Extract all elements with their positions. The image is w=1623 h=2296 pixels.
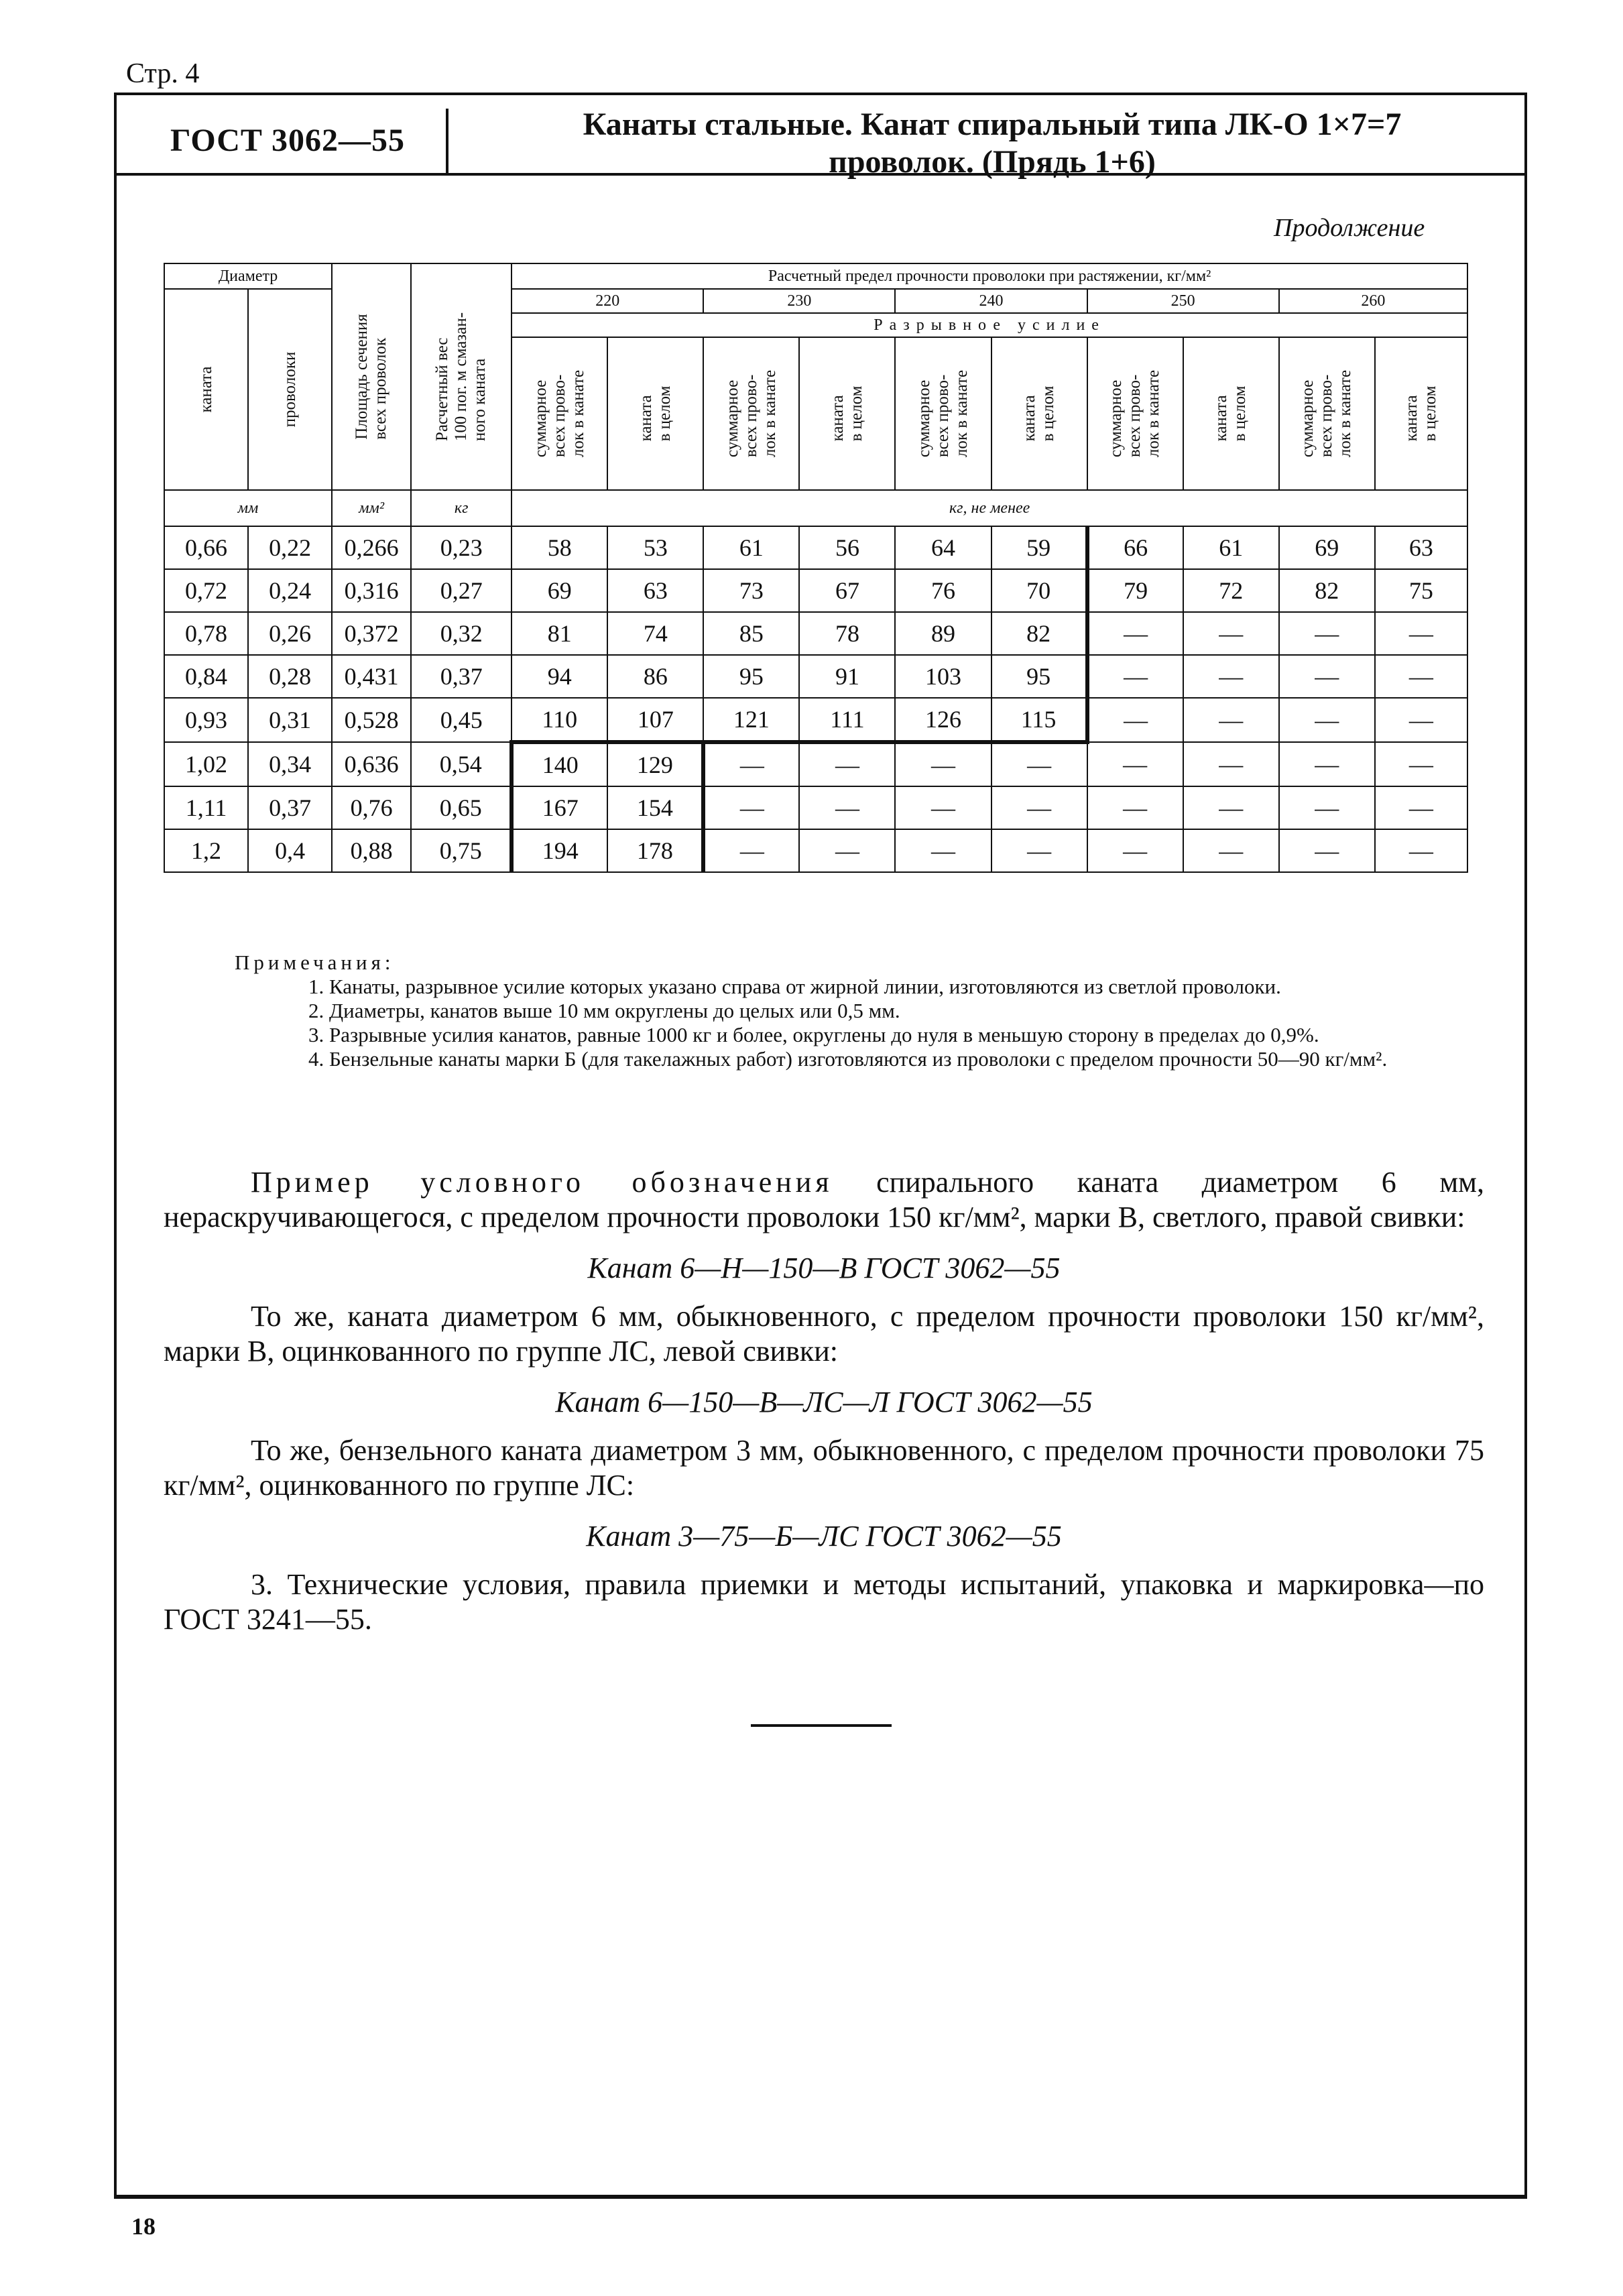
paragraph-3: То же, бензельного каната диаметром 3 мм, обыкновенного, с пределом прочности проволоки 75 кг/мм², оцинкованного по группе ЛС: <box>164 1434 1484 1502</box>
breaking-force-header: Разрывное усилие <box>512 313 1467 337</box>
strength-240: 240 <box>895 289 1087 313</box>
table-cell: 126 <box>895 698 991 742</box>
table-cell: — <box>895 786 991 829</box>
continuation-label: Продолжение <box>1274 214 1425 242</box>
table-cell: — <box>1375 829 1467 872</box>
table-cell: 85 <box>703 612 799 655</box>
table-cell: 0,45 <box>411 698 512 742</box>
table-cell: 67 <box>799 569 895 612</box>
table-cell: 0,65 <box>411 786 512 829</box>
table-cell: 0,78 <box>164 612 248 655</box>
table-cell: — <box>799 742 895 786</box>
table-cell: 74 <box>607 612 703 655</box>
strength-230: 230 <box>703 289 895 313</box>
end-rule <box>751 1724 892 1727</box>
table-cell: 69 <box>512 569 607 612</box>
table-cell: 0,34 <box>248 742 332 786</box>
table-row <box>164 829 1467 872</box>
table-cell: 111 <box>799 698 895 742</box>
table-row <box>164 655 1467 698</box>
table-cell: 0,31 <box>248 698 332 742</box>
whole-header: каната в целом <box>1375 337 1467 490</box>
wire-diameter-header: проволоки <box>248 289 332 490</box>
table-cell: 0,66 <box>164 526 248 569</box>
table-cell: — <box>1087 742 1183 786</box>
table-cell: — <box>1375 786 1467 829</box>
sum-header: суммарное всех прово- лок в канате <box>703 337 799 490</box>
table-cell: — <box>1279 612 1375 655</box>
table-cell: — <box>1279 742 1375 786</box>
table-row <box>164 698 1467 742</box>
table-cell: 0,75 <box>411 829 512 872</box>
table-cell: 107 <box>607 698 703 742</box>
standard-title <box>469 106 1515 181</box>
table-cell: 0,72 <box>164 569 248 612</box>
paragraph-4: 3. Технические условия, правила приемки и методы испытаний, упаковка и маркировка—по ГОСТ 3241—55. <box>164 1568 1484 1636</box>
note-3: 3. Разрывные усилия канатов, равные 1000 кг и более, округлены до нуля в меньшую сторону в пределах до 0,9%. <box>308 1023 1319 1046</box>
table-cell: 94 <box>512 655 607 698</box>
area-header: Площадь сечения всех проволок <box>332 263 411 490</box>
page-label: Стр. 4 <box>126 58 200 89</box>
table-cell: — <box>1087 829 1183 872</box>
diameter-header: Диаметр <box>164 263 332 289</box>
table-cell: 0,431 <box>332 655 411 698</box>
table-cell: 81 <box>512 612 607 655</box>
table-row <box>164 786 1467 829</box>
table-cell: 1,2 <box>164 829 248 872</box>
example-paragraph <box>164 1165 1484 1235</box>
table-cell: 0,88 <box>332 829 411 872</box>
table-cell: 61 <box>703 526 799 569</box>
table-cell: 0,23 <box>411 526 512 569</box>
table-cell: 0,22 <box>248 526 332 569</box>
unit-kg: кг <box>411 490 512 526</box>
designation-3: Канат 3—75—Б—ЛС ГОСТ 3062—55 <box>586 1520 1062 1553</box>
table-cell: — <box>703 829 799 872</box>
table-cell: 59 <box>991 526 1087 569</box>
table-cell: 0,76 <box>332 786 411 829</box>
table-cell: — <box>991 786 1087 829</box>
table-cell: 58 <box>512 526 607 569</box>
table-cell: 72 <box>1183 569 1279 612</box>
table-cell: 0,316 <box>332 569 411 612</box>
table-cell: — <box>1183 655 1279 698</box>
table-cell: 0,93 <box>164 698 248 742</box>
table-cell: — <box>1279 786 1375 829</box>
table-cell: 103 <box>895 655 991 698</box>
table-cell: — <box>703 742 799 786</box>
table-cell: 76 <box>895 569 991 612</box>
table-cell: 129 <box>607 742 703 786</box>
table-cell: 0,37 <box>248 786 332 829</box>
table-cell: — <box>1375 612 1467 655</box>
table-cell: 121 <box>703 698 799 742</box>
table-cell: — <box>991 742 1087 786</box>
rope-data-table <box>164 263 1468 920</box>
table-cell: 0,37 <box>411 655 512 698</box>
table-cell: 140 <box>512 742 607 786</box>
table-cell: — <box>799 786 895 829</box>
table-cell: — <box>895 829 991 872</box>
table-cell: — <box>1375 742 1467 786</box>
table-cell: 63 <box>1375 526 1467 569</box>
unit-force: кг, не менее <box>512 490 1467 526</box>
table-cell: 194 <box>512 829 607 872</box>
table-cell: 61 <box>1183 526 1279 569</box>
table-cell: — <box>1183 612 1279 655</box>
table-cell: 0,266 <box>332 526 411 569</box>
table-cell: — <box>1087 655 1183 698</box>
table-cell: 0,24 <box>248 569 332 612</box>
table-cell: 0,636 <box>332 742 411 786</box>
table-cell: 95 <box>991 655 1087 698</box>
example-text: спирального каната диаметром 6 мм, нераскручивающегося, с пределом прочности проволоки 150 кг/мм², марки В, светлого, правой свивки: <box>164 1166 1485 1233</box>
table-cell: — <box>1375 655 1467 698</box>
body-text <box>164 1165 1484 1637</box>
table-cell: 0,372 <box>332 612 411 655</box>
table-cell: 91 <box>799 655 895 698</box>
table-cell: 70 <box>991 569 1087 612</box>
table-cell: 56 <box>799 526 895 569</box>
table-cell: — <box>1183 742 1279 786</box>
table-cell: 0,84 <box>164 655 248 698</box>
table-cell: 0,4 <box>248 829 332 872</box>
page-number: 18 <box>131 2213 156 2240</box>
table-cell: — <box>1279 698 1375 742</box>
header-divider <box>446 109 448 173</box>
table-cell: — <box>1087 786 1183 829</box>
table-cell: 53 <box>607 526 703 569</box>
table-cell: 82 <box>1279 569 1375 612</box>
table-cell: 178 <box>607 829 703 872</box>
table-cell: 0,27 <box>411 569 512 612</box>
sum-header: суммарное всех прово- лок в канате <box>1087 337 1183 490</box>
whole-header: каната в целом <box>607 337 703 490</box>
paragraph-2: То же, каната диаметром 6 мм, обыкновенного, с пределом прочности проволоки 150 кг/мм², марки В, оцинкованного по группе ЛС, левой свивки: <box>164 1300 1484 1368</box>
weight-header: Расчетный вес 100 пог. м смазан- ного каната <box>411 263 512 490</box>
table-cell: 154 <box>607 786 703 829</box>
table-cell: — <box>1183 786 1279 829</box>
note-2: 2. Диаметры, канатов выше 10 мм округлены до целых или 0,5 мм. <box>308 999 900 1022</box>
table-cell: 66 <box>1087 526 1183 569</box>
whole-header: каната в целом <box>991 337 1087 490</box>
table-cell: — <box>1087 698 1183 742</box>
rope-diameter-header: каната <box>164 289 248 490</box>
strength-header: Расчетный предел прочности проволоки при растяжении, кг/мм² <box>512 263 1467 289</box>
table-cell: 1,02 <box>164 742 248 786</box>
table-cell: 79 <box>1087 569 1183 612</box>
table-cell: — <box>1183 698 1279 742</box>
table-cell: 64 <box>895 526 991 569</box>
table-cell: 1,11 <box>164 786 248 829</box>
table-cell: — <box>1375 698 1467 742</box>
whole-header: каната в целом <box>1183 337 1279 490</box>
table-row <box>164 526 1467 569</box>
table-cell: — <box>1087 612 1183 655</box>
table-cell: 115 <box>991 698 1087 742</box>
table-cell: 89 <box>895 612 991 655</box>
note-4: 4. Бензельные канаты марки Б (для такелажных работ) изготовляются из проволоки с пределом прочности 50—90 кг/мм². <box>308 1047 1388 1071</box>
table-cell: — <box>991 829 1087 872</box>
table-cell: 167 <box>512 786 607 829</box>
note-1: 1. Канаты, разрывное усилие которых указано справа от жирной линии, изготовляются из светлой проволоки. <box>308 975 1281 998</box>
designation-1: Канат 6—Н—150—В ГОСТ 3062—55 <box>587 1252 1061 1284</box>
table-cell: — <box>703 786 799 829</box>
table-cell: 0,26 <box>248 612 332 655</box>
table-row <box>164 569 1467 612</box>
table-cell: 78 <box>799 612 895 655</box>
designation-2: Канат 6—150—В—ЛС—Л ГОСТ 3062—55 <box>555 1386 1093 1418</box>
whole-header: каната в целом <box>799 337 895 490</box>
notes-block <box>235 951 1482 1071</box>
table-cell: 73 <box>703 569 799 612</box>
strength-250: 250 <box>1087 289 1279 313</box>
table-cell: — <box>1279 655 1375 698</box>
sum-header: суммарное всех прово- лок в канате <box>1279 337 1375 490</box>
table-cell: 63 <box>607 569 703 612</box>
table-cell: 0,54 <box>411 742 512 786</box>
table-cell: 82 <box>991 612 1087 655</box>
unit-mm: мм <box>164 490 332 526</box>
strength-260: 260 <box>1279 289 1467 313</box>
sum-header: суммарное всех прово- лок в канате <box>895 337 991 490</box>
table-row <box>164 612 1467 655</box>
table-cell: — <box>799 829 895 872</box>
example-lead: Пример условного обозначения <box>251 1166 833 1199</box>
standard-code: ГОСТ 3062—55 <box>170 123 405 158</box>
table-cell: 95 <box>703 655 799 698</box>
table-cell: 0,32 <box>411 612 512 655</box>
strength-220: 220 <box>512 289 703 313</box>
sum-header: суммарное всех прово- лок в канате <box>512 337 607 490</box>
title-line-1: Канаты стальные. Канат спиральный типа ЛК-О 1×7=7 <box>583 107 1402 142</box>
table-cell: — <box>1183 829 1279 872</box>
unit-mm2: мм² <box>332 490 411 526</box>
table-row <box>164 742 1467 786</box>
table-cell: 75 <box>1375 569 1467 612</box>
table-cell: 0,528 <box>332 698 411 742</box>
table-cell: 86 <box>607 655 703 698</box>
notes-title: Примечания: <box>235 951 395 974</box>
table-cell: 110 <box>512 698 607 742</box>
table-cell: — <box>1279 829 1375 872</box>
table-cell: — <box>895 742 991 786</box>
title-line-2: проволок. (Прядь 1+6) <box>829 144 1156 180</box>
table-cell: 69 <box>1279 526 1375 569</box>
table-cell: 0,28 <box>248 655 332 698</box>
